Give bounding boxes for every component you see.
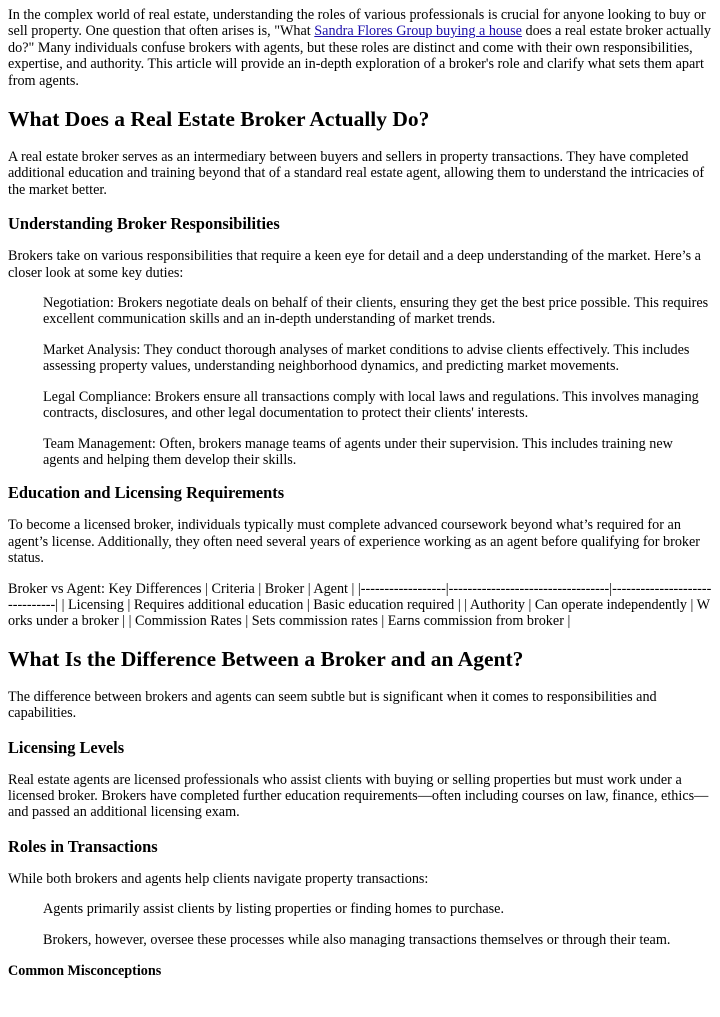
subheading-licensing-levels: Licensing Levels bbox=[8, 737, 125, 757]
list-item: Brokers, however, oversee these processes while also managing transactions themselves or through their team. bbox=[43, 931, 671, 948]
subheading-education: Education and Licensing Requirements bbox=[8, 483, 285, 503]
subheading-misconceptions: Common Misconceptions bbox=[8, 963, 162, 979]
section-heading-broker-role: What Does a Real Estate Broker Actually Do? bbox=[8, 107, 430, 132]
intro-text-end: does a real estate broker actually do?" Many individuals confuse brokers with agents, but these roles are distinct and come with their own responsibilities, expertise, and authority. This article will provide an in-depth exploration of a broker's role and clarify what sets them apart from agents. bbox=[8, 23, 712, 89]
subheading-responsibilities: Understanding Broker Responsibilities bbox=[8, 214, 280, 234]
subheading-roles: Roles in Transactions bbox=[8, 836, 158, 856]
responsibilities-list bbox=[8, 295, 712, 468]
licensing-paragraph: Real estate agents are licensed professionals who assist clients with buying or selling properties but must work under a licensed broker. Brokers have completed further education requirements—often including courses on law, finance, ethics—and passed an additional licensing exam. bbox=[8, 771, 709, 821]
list-item: Legal Compliance: Brokers ensure all transactions comply with local laws and regulations. This involves managing contracts, disclosures, and other legal documentation to protect their clients' interests. bbox=[43, 388, 699, 422]
intro-text-start: In the complex world of real estate, understanding the roles of various professionals is crucial for anyone looking to buy or sell property. One question that often arises is, "What bbox=[8, 7, 706, 40]
difference-paragraph: The difference between brokers and agents can seem subtle but is significant when it comes to responsibilities and capabilities. bbox=[8, 688, 657, 722]
sandra-flores-group-link[interactable]: Sandra Flores Group buying a house bbox=[314, 23, 522, 40]
roles-list bbox=[8, 901, 712, 948]
broker-role-paragraph: A real estate broker serves as an intermediary between buyers and sellers in property transactions. They have completed additional education and training beyond that of a standard real estate agent, allowing them to understand the intricacies of the market better. bbox=[8, 149, 705, 198]
list-item: Negotiation: Brokers negotiate deals on behalf of their clients, ensuring they get the best price possible. This requires excellent communication skills and an in-depth understanding of market trends. bbox=[43, 295, 709, 328]
list-item: Team Management: Often, brokers manage teams of agents under their supervision. This includes training new agents and helping them develop their skills. bbox=[43, 435, 673, 468]
list-item: Agents primarily assist clients by listing properties or finding homes to purchase. bbox=[43, 901, 505, 918]
education-paragraph: To become a licensed broker, individuals typically must complete advanced coursework beyond what’s required for an agent’s license. Additionally, they often need several years of experience working as an agent before qualifying for broker status. bbox=[8, 517, 701, 567]
roles-paragraph: While both brokers and agents help clients navigate property transactions: bbox=[8, 870, 429, 887]
list-item: Market Analysis: They conduct thorough analyses of market conditions to advise clients effectively. This includes assessing property values, understanding neighborhood dynamics, and predicting market movements. bbox=[43, 341, 690, 375]
responsibilities-paragraph: Brokers take on various responsibilities that require a keen eye for detail and a deep understanding of the market. Here’s a closer look at some key duties: bbox=[8, 248, 701, 281]
intro-paragraph bbox=[8, 0, 712, 89]
differences-table-text: Broker vs Agent: Key Differences | Criteria | Broker | Agent | |------------------|----------------------------------|-------------------------------| | Licensing | Requires additional education | Basic education required | | Authority | Can operate independently | Works under a broker | | Commission Rates | Sets commission rates | Earns commission from broker | bbox=[8, 580, 712, 630]
section-heading-broker-vs-agent: What Is the Difference Between a Broker and an Agent? bbox=[8, 646, 524, 671]
